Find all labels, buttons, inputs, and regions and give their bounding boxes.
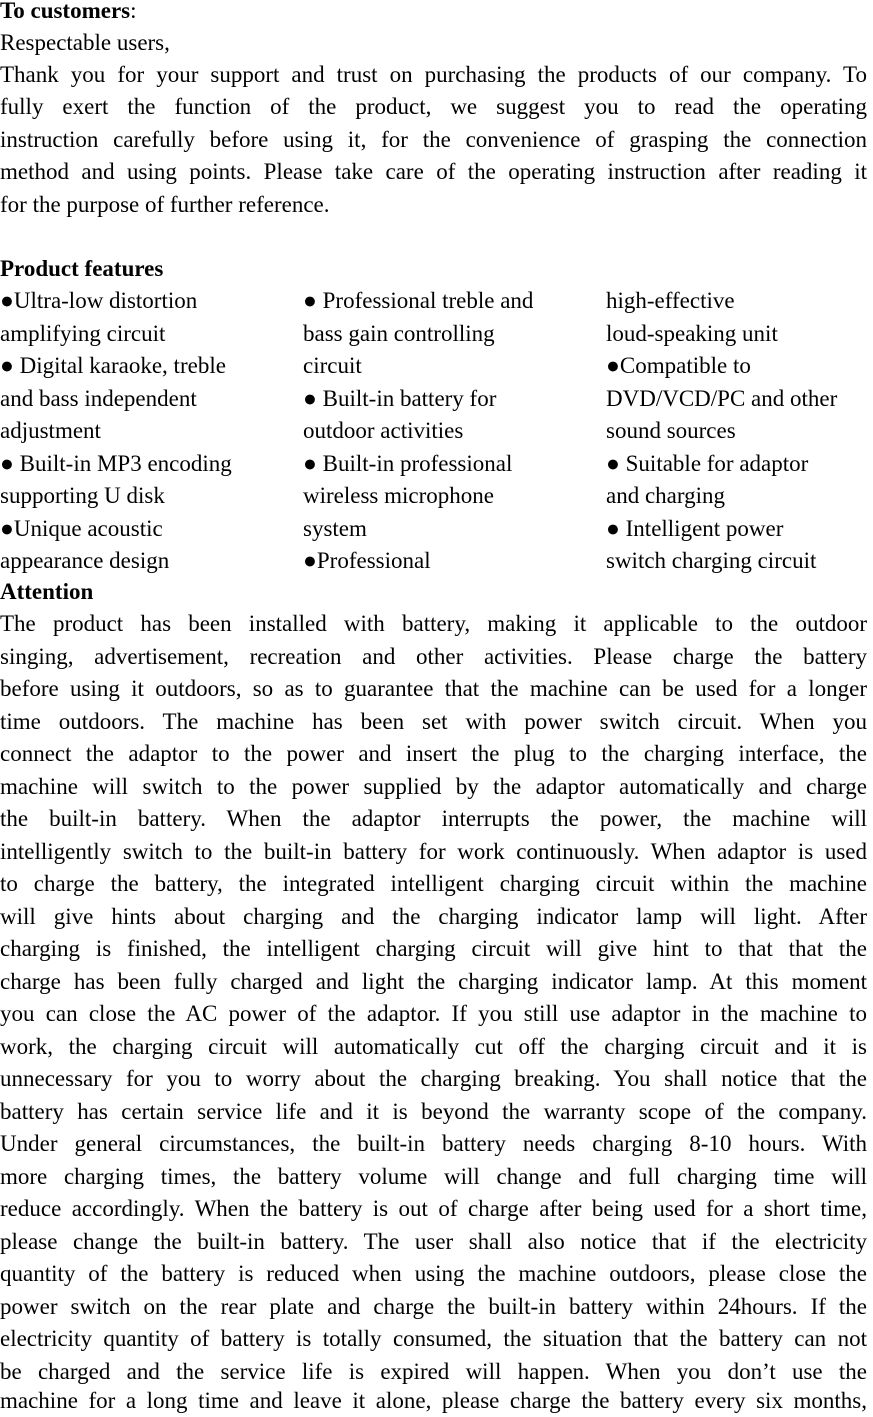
attention-line: intelligently switch to the built-in battery for work continuously. When adaptor is used <box>0 839 867 864</box>
feature-line: supporting U disk <box>0 483 165 508</box>
greeting: Respectable users, <box>0 30 170 55</box>
features-heading: Product features <box>0 256 164 281</box>
feature-line: sound sources <box>606 418 736 443</box>
customers-heading-colon: : <box>130 0 137 23</box>
attention-line: power switch on the rear plate and charge the built-in battery within 24hours. If the <box>0 1294 867 1319</box>
feature-line: ● Professional treble and <box>303 288 534 313</box>
attention-line: The product has been installed with battery, making it applicable to the outdoor <box>0 611 867 636</box>
attention-line: electricity quantity of battery is totally consumed, the situation that the battery can not <box>0 1326 867 1351</box>
attention-line: battery has certain service life and it is beyond the warranty scope of the company. <box>0 1099 867 1124</box>
feature-line: wireless microphone <box>303 483 494 508</box>
feature-line: system <box>303 516 367 541</box>
attention-line: connect the adaptor to the power and insert the plug to the charging interface, the <box>0 741 867 766</box>
feature-line: amplifying circuit <box>0 321 166 346</box>
attention-line: you can close the AC power of the adaptor. If you still use adaptor in the machine to <box>0 1001 867 1026</box>
feature-line: ● Intelligent power <box>606 516 784 541</box>
feature-line: ● Built-in battery for <box>303 386 497 411</box>
attention-line: before using it outdoors, so as to guarantee that the machine can be used for a longer <box>0 676 867 701</box>
feature-line: ● Digital karaoke, treble <box>0 353 226 378</box>
feature-line: appearance design <box>0 548 170 573</box>
feature-line: ● Suitable for adaptor <box>606 451 809 476</box>
attention-line: the built-in battery. When the adaptor interrupts the power, the machine will <box>0 806 867 831</box>
attention-line: will give hints about charging and the charging indicator lamp will light. After <box>0 904 867 929</box>
attention-line: machine will switch to the power supplied by the adaptor automatically and charge <box>0 774 867 799</box>
attention-line: machine for a long time and leave it alone, please charge the battery every six months, <box>0 1388 867 1413</box>
attention-line: unnecessary for you to worry about the charging breaking. You shall notice that the <box>0 1066 867 1091</box>
feature-line: ●Ultra-low distortion <box>0 288 198 313</box>
attention-line: please change the built-in battery. The user shall also notice that if the electricity <box>0 1229 867 1254</box>
feature-line: loud-speaking unit <box>606 321 778 346</box>
attention-line: charging is finished, the intelligent charging circuit will give hint to that that the <box>0 936 867 961</box>
attention-line: more charging times, the battery volume will change and full charging time will <box>0 1164 867 1189</box>
attention-line: work, the charging circuit will automatically cut off the charging circuit and it is <box>0 1034 867 1059</box>
feature-line: ● Built-in MP3 encoding <box>0 451 232 476</box>
intro-line: instruction carefully before using it, for the convenience of grasping the connection <box>0 127 867 152</box>
feature-line: high-effective <box>606 288 735 313</box>
attention-line: to charge the battery, the integrated intelligent charging circuit within the machine <box>0 871 867 896</box>
intro-line: Thank you for your support and trust on purchasing the products of our company. To <box>0 62 867 87</box>
feature-line: circuit <box>303 353 362 378</box>
intro-line: fully exert the function of the product, we suggest you to read the operating <box>0 94 867 119</box>
intro-line: for the purpose of further reference. <box>0 192 330 217</box>
feature-line: bass gain controlling <box>303 321 495 346</box>
attention-line: charge has been fully charged and light the charging indicator lamp. At this moment <box>0 969 867 994</box>
attention-line: quantity of the battery is reduced when using the machine outdoors, please close the <box>0 1261 867 1286</box>
attention-line: Under general circumstances, the built-in battery needs charging 8-10 hours. With <box>0 1131 867 1156</box>
feature-line: ●Unique acoustic <box>0 516 163 541</box>
customers-heading: To customers <box>0 0 131 23</box>
intro-line: method and using points. Please take care of the operating instruction after reading it <box>0 159 867 184</box>
attention-line: singing, advertisement, recreation and other activities. Please charge the battery <box>0 644 867 669</box>
feature-line: ● Built-in professional <box>303 451 513 476</box>
attention-line: reduce accordingly. When the battery is out of charge after being used for a short time, <box>0 1196 867 1221</box>
feature-line: ●Professional <box>303 548 431 573</box>
feature-line: DVD/VCD/PC and other <box>606 386 838 411</box>
attention-line: be charged and the service life is expired will happen. When you don’t use the <box>0 1359 867 1384</box>
feature-line: and charging <box>606 483 726 508</box>
attention-line: time outdoors. The machine has been set with power switch circuit. When you <box>0 709 867 734</box>
feature-line: ●Compatible to <box>606 353 751 378</box>
feature-line: adjustment <box>0 418 101 443</box>
feature-line: and bass independent <box>0 386 197 411</box>
feature-line: switch charging circuit <box>606 548 817 573</box>
attention-heading: Attention <box>0 579 94 604</box>
feature-line: outdoor activities <box>303 418 464 443</box>
customers-heading-line <box>0 0 137 27</box>
